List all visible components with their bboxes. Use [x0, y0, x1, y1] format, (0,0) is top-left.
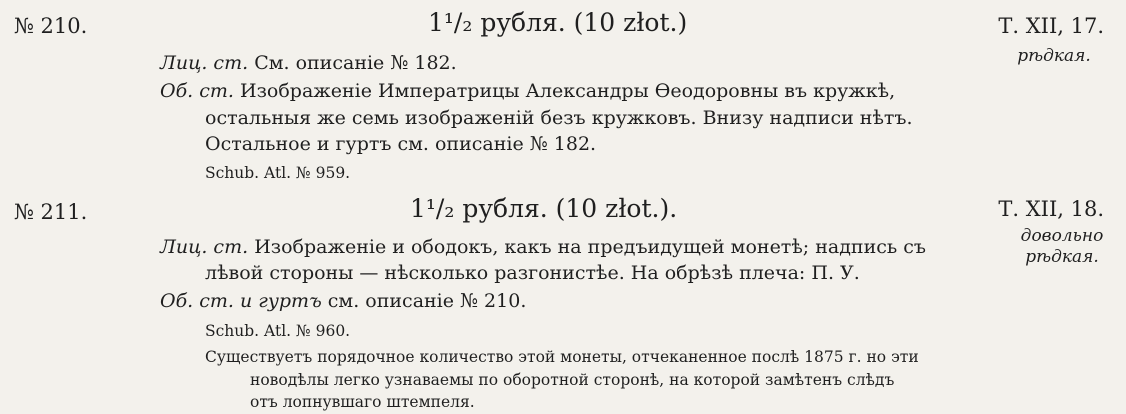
plate-reference: Т. XII, 17. — [998, 14, 1104, 38]
rarity-line: рѣдкая. — [1017, 46, 1091, 66]
note-line: отъ лопнувшаго штемпеля. — [250, 393, 475, 411]
reverse-text: см. описаніе № 210. — [327, 290, 527, 312]
entry-title: 1¹/₂ рубля. (10 złot.) — [428, 8, 688, 37]
plate-reference: Т. XII, 18. — [998, 197, 1104, 221]
rarity-label — [1012, 226, 1112, 268]
catalog-reference: Schub. Atl. № 959. — [205, 164, 351, 182]
obverse-line — [160, 52, 457, 74]
entry-title: 1¹/₂ рубля. (10 złot.). — [410, 194, 678, 223]
obverse-text: См. описаніе № 182. — [254, 52, 457, 74]
reverse-label: Об. ст. — [160, 80, 234, 102]
rarity-line: рѣдкая. — [1025, 247, 1099, 267]
reverse-continuation: Остальное и гуртъ см. описаніе № 182. — [205, 133, 597, 155]
rarity-line: довольно — [1020, 226, 1104, 246]
obverse-text: Изображеніе и ободокъ, какъ на предъидущей монетѣ; надпись съ — [254, 236, 926, 258]
reverse-label: Об. ст. и гуртъ — [160, 290, 322, 312]
entry-number: № 210. — [14, 14, 88, 38]
obverse-label: Лиц. ст. — [160, 236, 249, 258]
catalog-reference: Schub. Atl. № 960. — [205, 322, 351, 340]
note-line: Существуетъ порядочное количество этой монеты, отчеканенное послѣ 1875 г. но эти — [205, 348, 919, 366]
reverse-line — [160, 80, 895, 102]
entry-number: № 211. — [14, 200, 88, 224]
obverse-line — [160, 236, 926, 258]
note-line: новодѣлы легко узнаваемы по оборотной сторонѣ, на которой замѣтенъ слѣдъ — [250, 371, 895, 389]
rarity-label — [1004, 46, 1104, 67]
obverse-continuation: лѣвой стороны — нѣсколько разгонистѣе. На обрѣзѣ плеча: П. У. — [205, 262, 860, 284]
reverse-text: Изображеніе Императрицы Александры Ѳеодоровны въ кружкѣ, — [240, 80, 896, 102]
obverse-label: Лиц. ст. — [160, 52, 249, 74]
reverse-continuation: остальныя же семь изображеній безъ кружковъ. Внизу надписи нѣтъ. — [205, 107, 913, 129]
reverse-line — [160, 290, 526, 312]
